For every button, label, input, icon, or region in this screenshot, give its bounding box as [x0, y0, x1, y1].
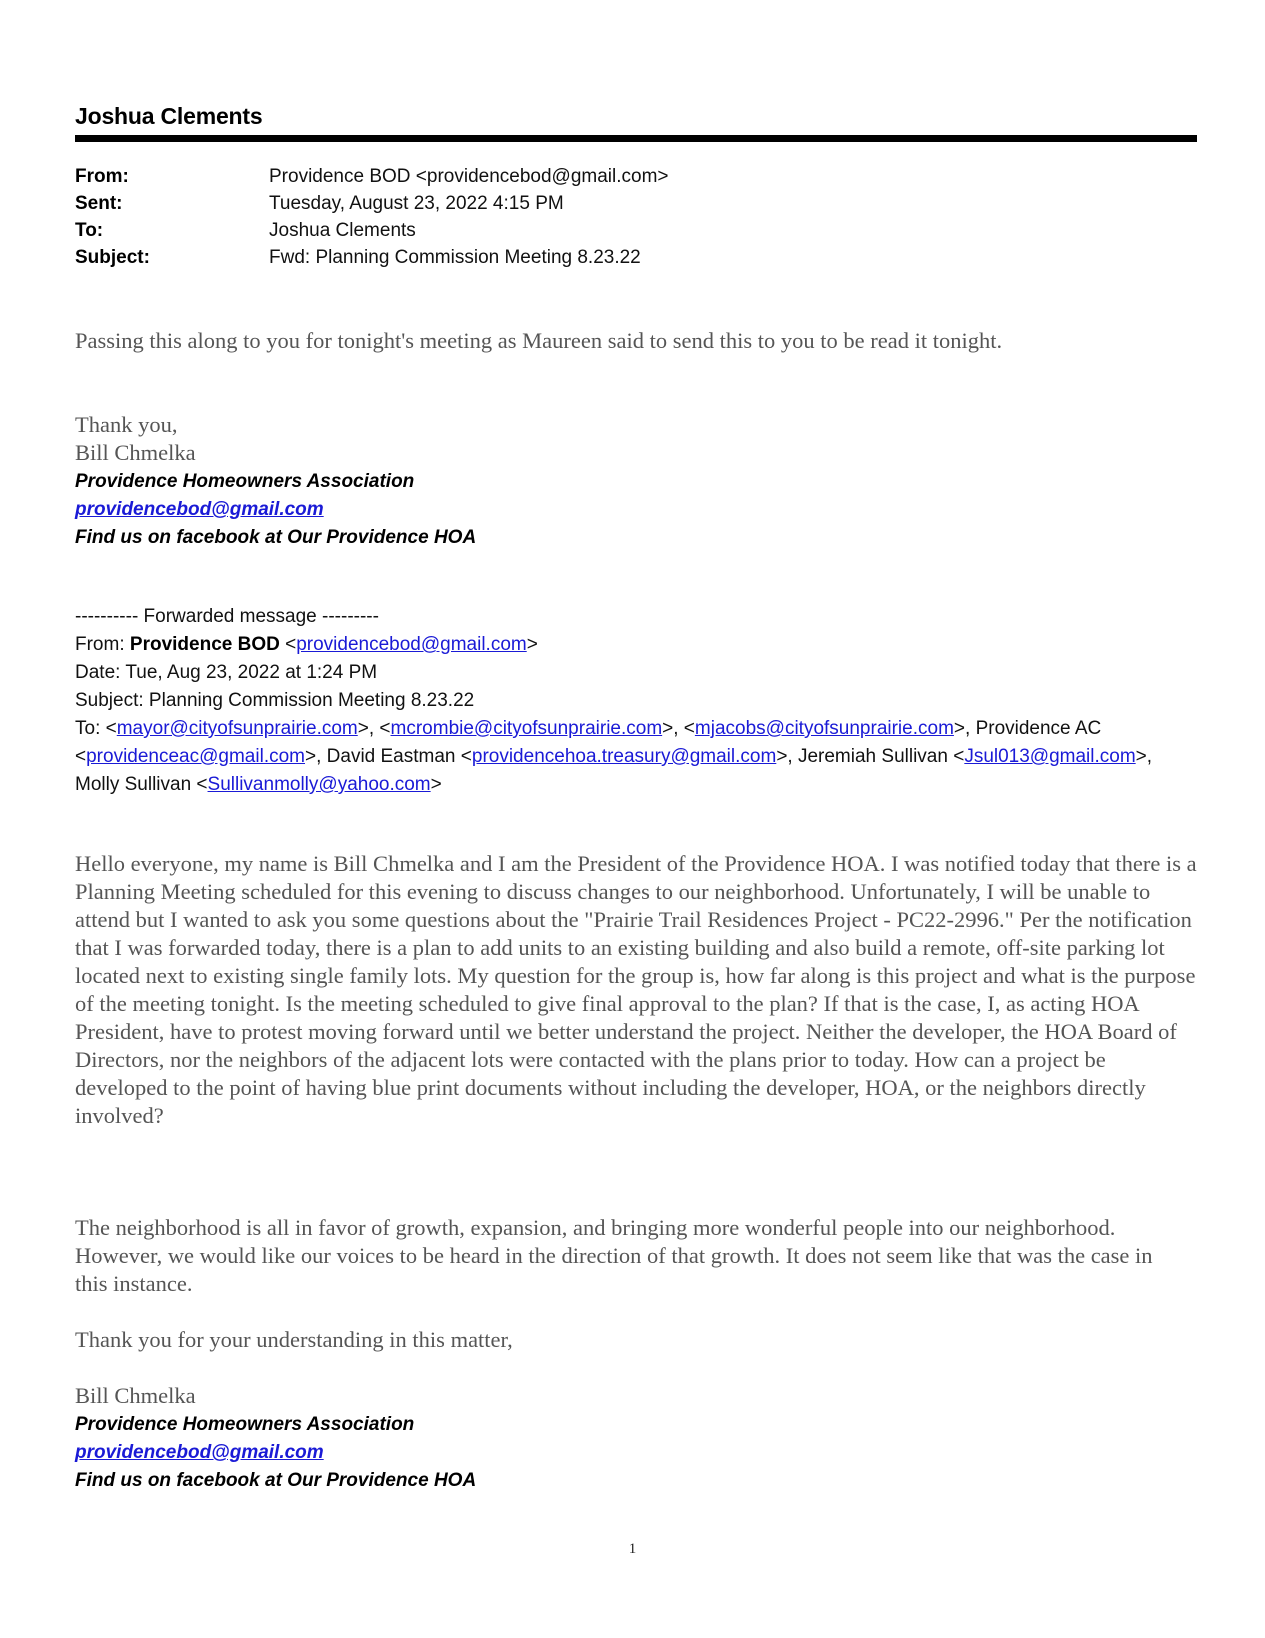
- title-rule: [75, 135, 1197, 142]
- forwarded-subject: Subject: Planning Commission Meeting 8.23.22: [75, 690, 475, 711]
- intro-closing: Thank you,: [75, 412, 178, 437]
- header-to-label: To:: [75, 220, 104, 241]
- recipient-email-link[interactable]: mcrombie@cityofsunprairie.com: [390, 718, 663, 739]
- recipient-email-link[interactable]: providenceac@gmail.com: [86, 746, 305, 767]
- document-title: Joshua Clements: [75, 103, 263, 129]
- intro-signature-email-row: [75, 496, 324, 524]
- header-from-value: Providence BOD <providencebod@gmail.com>: [269, 166, 669, 187]
- header-to-value: Joshua Clements: [269, 220, 416, 241]
- body-paragraph-2: The neighborhood is all in favor of growth, expansion, and bringing more wonderful people into our neighborhood. However, we would like our voices to be heard in the direction of that growth. It does not seem like that was the case in this instance.: [75, 1215, 1153, 1296]
- recipient-email-link[interactable]: mjacobs@cityofsunprairie.com: [694, 718, 954, 739]
- header-from-label: From:: [75, 166, 129, 187]
- forwarded-separator: ---------- Forwarded message ---------: [75, 606, 379, 627]
- recipient-email-link[interactable]: Sullivanmolly@yahoo.com: [207, 774, 431, 795]
- page-number: 1: [628, 1541, 637, 1557]
- header-subject-value: Fwd: Planning Commission Meeting 8.23.22: [269, 247, 641, 268]
- recipient-email-link[interactable]: providencehoa.treasury@gmail.com: [471, 746, 777, 767]
- recipient-name: Molly Sullivan: [75, 774, 192, 795]
- forwarded-from-name: Providence BOD: [129, 634, 280, 655]
- header-sent-label: Sent:: [75, 193, 123, 214]
- body-signature-email-link[interactable]: providencebod@gmail.com: [75, 1442, 324, 1463]
- recipient-email-link[interactable]: mayor@cityofsunprairie.com: [116, 718, 358, 739]
- intro-signature-email-link[interactable]: providencebod@gmail.com: [75, 499, 324, 520]
- recipient-name: David Eastman: [326, 746, 456, 767]
- forwarded-from-row: From: Providence BOD <providencebod@gmail.com>: [75, 634, 538, 655]
- recipient-name: Providence AC: [975, 718, 1102, 739]
- forwarded-from-prefix: From:: [75, 634, 130, 655]
- intro-name: Bill Chmelka: [75, 440, 196, 465]
- recipient-email-link[interactable]: Jsul013@gmail.com: [964, 746, 1136, 767]
- body-paragraph-1: Hello everyone, my name is Bill Chmelka and I am the President of the Providence HOA. I was notified today that there is a Planning Meeting scheduled for this evening to discuss changes to our neighborhood. Unfortunately, I will be unable to attend but I wanted to ask you some questions about the "Prairie Trail Residences Project - PC22-2996." Per the notification that I was forwarded today, there is a plan to add units to an existing building and also build a remote, off-site parking lot located next to existing single family lots. My question for the group is, how far along is this project and what is the purpose of the meeting tonight. Is the meeting scheduled to give final approval to the plan? If that is the case, I, as acting HOA President, have to protest moving forward until we better understand the project. Neither the developer, the HOA Board of Directors, nor the neighbors of the adjacent lots were contacted with the plans prior to today. How can a project be developed to the point of having blue print documents without including the developer, HOA, or the neighbors directly involved?: [75, 851, 1197, 1128]
- body-closing: Thank you for your understanding in this matter,: [75, 1327, 513, 1352]
- body-signature-facebook: Find us on facebook at Our Providence HOA: [75, 1470, 477, 1491]
- body-name: Bill Chmelka: [75, 1383, 196, 1408]
- header-subject-label: Subject:: [75, 247, 150, 268]
- forwarded-from-email-link[interactable]: providencebod@gmail.com: [296, 634, 527, 655]
- recipient-name: Jeremiah Sullivan: [797, 746, 948, 767]
- forwarded-to-prefix: To:: [75, 718, 106, 739]
- header-sent-value: Tuesday, August 23, 2022 4:15 PM: [269, 193, 564, 214]
- forwarded-date: Date: Tue, Aug 23, 2022 at 1:24 PM: [75, 662, 378, 683]
- intro-signature-org: Providence Homeowners Association: [75, 471, 415, 492]
- intro-message: Passing this along to you for tonight's meeting as Maureen said to send this to you to be read it tonight.: [75, 328, 1003, 353]
- body-signature-org: Providence Homeowners Association: [75, 1414, 415, 1435]
- intro-signature-facebook: Find us on facebook at Our Providence HOA: [75, 527, 477, 548]
- body-signature-email-row: [75, 1439, 324, 1467]
- forwarded-to-block: To: <mayor@cityofsunprairie.com>, <mcrombie@cityofsunprairie.com>, <mjacobs@cityofsunprairie.com>, Providence AC <providenceac@gmail.com>, David Eastman <providencehoa.treasury@gmail.com>, Jeremiah Sullivan <Jsul013@gmail.com>, Molly Sullivan <Sullivanmolly@yahoo.com>: [75, 718, 1153, 795]
